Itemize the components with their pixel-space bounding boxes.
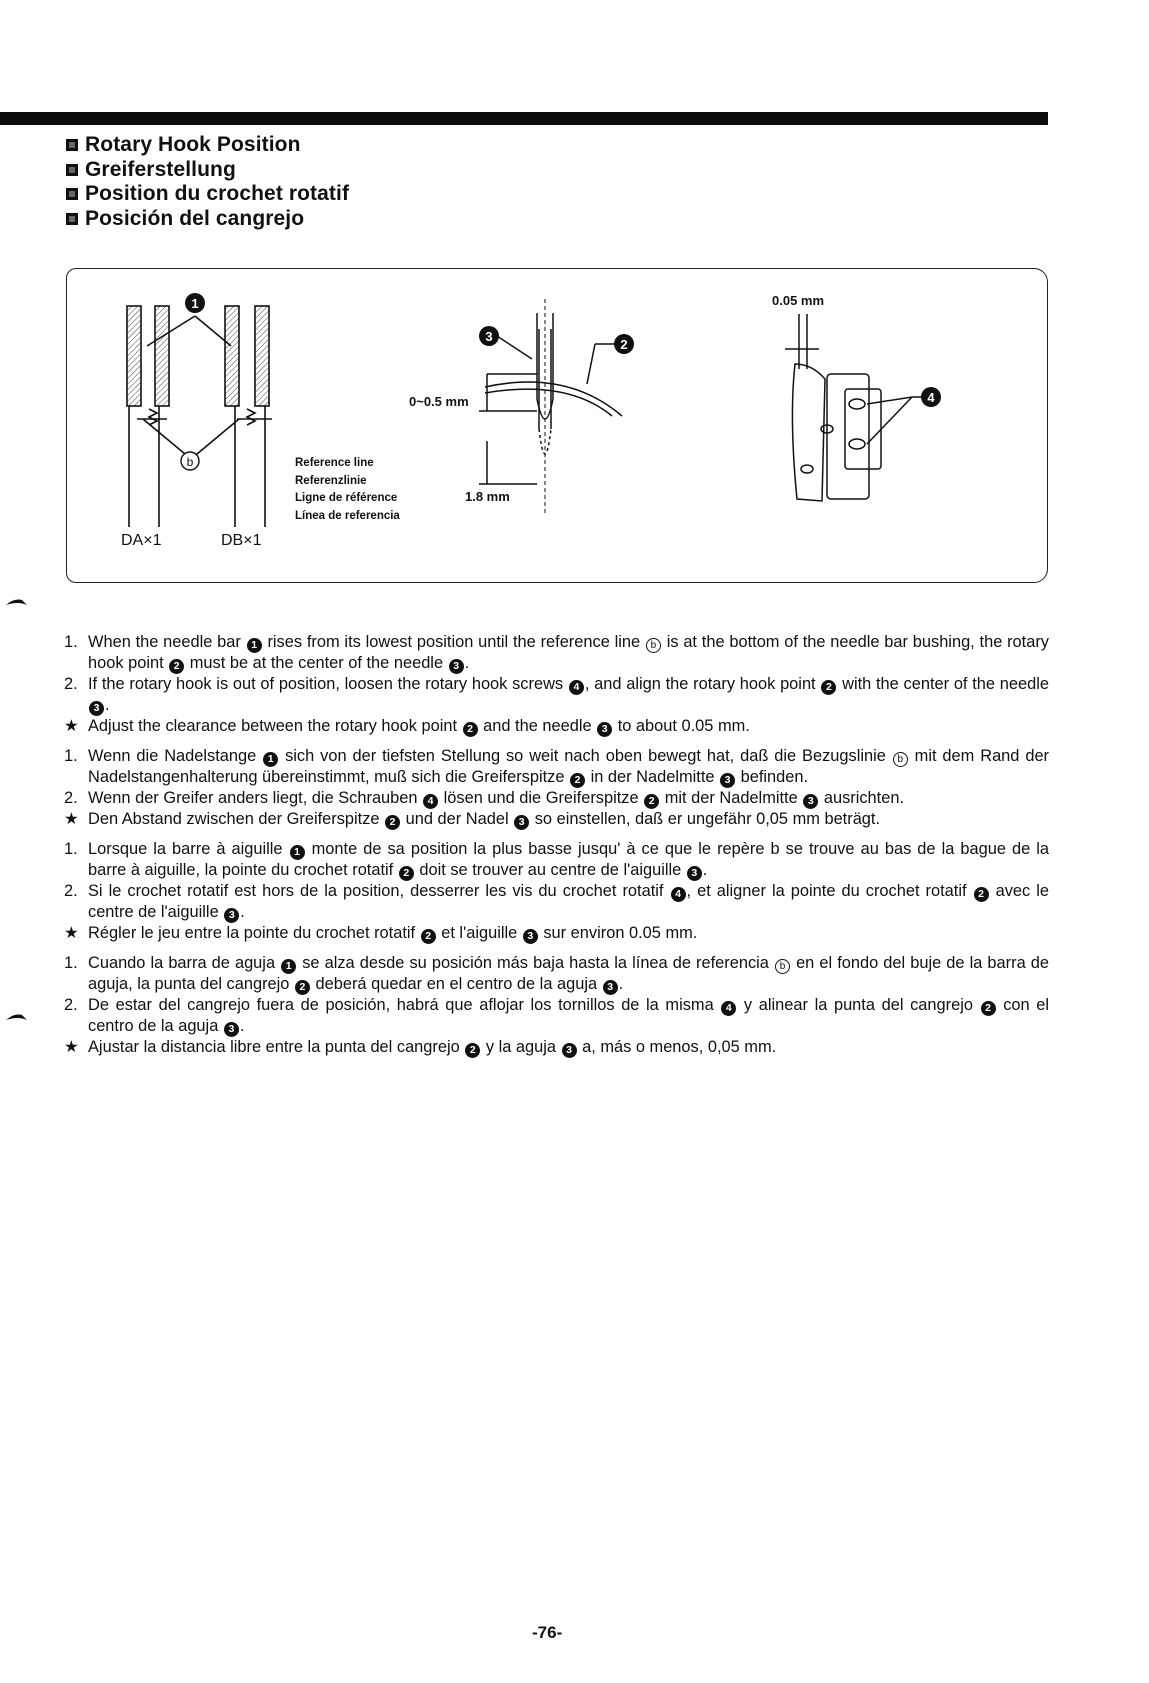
instruction-item <box>64 923 1049 944</box>
callout-number-icon: 3 <box>687 866 702 881</box>
callout-number-icon: 3 <box>603 980 618 995</box>
callout-number-icon: 2 <box>169 659 184 674</box>
callout-number-icon: 3 <box>89 701 104 716</box>
item-marker: 1. <box>64 954 78 972</box>
callout-number-icon: 4 <box>721 1001 736 1016</box>
item-marker: 1. <box>64 747 78 765</box>
callout-number-icon: 3 <box>224 1022 239 1037</box>
needle-bar-drawing <box>127 306 272 527</box>
item-marker: 2. <box>64 789 78 807</box>
hook-assembly-drawing <box>785 314 922 501</box>
svg-text:4: 4 <box>927 390 935 405</box>
callout-number-icon: 1 <box>290 845 305 860</box>
svg-text:1: 1 <box>191 296 199 311</box>
reference-line-labels: Reference line Referenzlinie Ligne de référence Línea de referencia <box>295 457 400 522</box>
item-text: Wenn der Greifer anders liegt, die Schrauben 4 lösen und die Greiferspitze 2 mit der Nadelmitte 3 ausrichten. <box>88 789 905 807</box>
top-rule <box>0 112 1048 125</box>
margin-mark-icon <box>6 1013 28 1021</box>
callout-letter-icon: b <box>893 752 908 767</box>
item-text: Lorsque la barre à aiguille 1 monte de sa position la plus basse jusqu' à ce que le repère b se trouve au bas de la bague de la barre à aiguille, la pointe du crochet rotatif 2 doit se trouver au centre de l'aiguille 3 . <box>88 840 1050 879</box>
instructions-french <box>64 839 1049 944</box>
item-marker: ★ <box>64 924 79 942</box>
instruction-item <box>64 809 1049 830</box>
callout-number-icon: 2 <box>465 1043 480 1058</box>
item-text: If the rotary hook is out of position, loosen the rotary hook screws 4 , and align the rotary hook point 2 with the center of the needle 3 . <box>88 675 1049 714</box>
callout-number-icon: 2 <box>295 980 310 995</box>
callout-number-icon: 3 <box>523 929 538 944</box>
square-bullet-icon <box>66 139 78 151</box>
instruction-item <box>64 746 1049 788</box>
heading-german: Greiferstellung <box>66 158 349 183</box>
item-marker: ★ <box>64 1038 79 1056</box>
dim-gap: 0.05 mm <box>772 293 825 308</box>
instruction-item <box>64 995 1049 1037</box>
instructions-spanish <box>64 953 1049 1058</box>
svg-text:2: 2 <box>620 337 628 352</box>
rotary-hook-diagram <box>67 269 1047 582</box>
instructions-english <box>64 632 1049 737</box>
callout-number-icon: 2 <box>974 887 989 902</box>
item-text: Régler le jeu entre la pointe du crochet rotatif 2 et l'aiguille 3 sur environ 0.05 mm. <box>88 924 698 942</box>
svg-text:b: b <box>186 455 194 469</box>
callout-number-icon: 3 <box>720 773 735 788</box>
diagram-frame <box>66 268 1048 583</box>
item-marker: 2. <box>64 996 78 1014</box>
callout-number-icon: 2 <box>570 773 585 788</box>
item-text: When the needle bar 1 rises from its lowest position until the reference line b is at the bottom of the needle bar bushing, the rotary hook point 2 must be at the center of the needle 3 . <box>88 633 1049 672</box>
callout-number-icon: 3 <box>562 1043 577 1058</box>
instruction-item <box>64 788 1049 809</box>
callout-number-icon: 2 <box>399 866 414 881</box>
item-marker: 1. <box>64 633 78 651</box>
callout-number-icon: 3 <box>514 815 529 830</box>
callout-number-icon: 4 <box>569 680 584 695</box>
callout-letter-icon: b <box>646 638 661 653</box>
square-bullet-icon <box>66 164 78 176</box>
heading-spanish: Posición del cangrejo <box>66 207 349 232</box>
instruction-item <box>64 716 1049 737</box>
item-text: Wenn die Nadelstange 1 sich von der tiefsten Stellung so weit nach oben bewegt hat, daß die Bezugslinie b mit dem Rand der Nadelstangenhalterung übereinstimmt, muß sich die Greiferspitze 2 in der Nadelmitte 3 befinden. <box>88 747 1050 786</box>
needle-hook-drawing <box>479 299 622 514</box>
callout-letter-icon: b <box>775 959 790 974</box>
section-headings <box>66 133 349 231</box>
item-text: De estar del cangrejo fuera de posición, habrá que aflojar los tornillos de la misma 4 y alinear la punta del cangrejo 2 con el centro de la aguja 3 . <box>88 996 1050 1035</box>
instruction-item <box>64 674 1049 716</box>
instruction-item <box>64 632 1049 674</box>
type-label-da: DA×1 <box>121 532 162 549</box>
instructions-german <box>64 746 1049 830</box>
svg-text:3: 3 <box>485 329 493 344</box>
margin-mark-icon <box>6 598 28 606</box>
callout-number-icon: 2 <box>463 722 478 737</box>
square-bullet-icon <box>66 188 78 200</box>
callout-number-icon: 2 <box>821 680 836 695</box>
instruction-item <box>64 839 1049 881</box>
callout-number-icon: 3 <box>803 794 818 809</box>
callout-number-icon: 4 <box>671 887 686 902</box>
callout-number-icon: 2 <box>385 815 400 830</box>
item-text: Si le crochet rotatif est hors de la position, desserrer les vis du crochet rotatif 4 , et aligner la pointe du crochet rotatif 2 avec le centre de l'aiguille 3 . <box>88 882 1050 921</box>
callout-number-icon: 4 <box>423 794 438 809</box>
callout-number-icon: 1 <box>263 752 278 767</box>
item-marker: 2. <box>64 882 78 900</box>
item-marker: ★ <box>64 810 79 828</box>
type-label-db: DB×1 <box>221 532 262 549</box>
page-number: -76- <box>532 1623 563 1642</box>
callout-number-icon: 3 <box>224 908 239 923</box>
callout-number-icon: 1 <box>247 638 262 653</box>
item-text: Ajustar la distancia libre entre la punta del cangrejo 2 y la aguja 3 a, más o menos, 0,05 mm. <box>88 1038 777 1056</box>
heading-french: Position du crochet rotatif <box>66 182 349 207</box>
callout-number-icon: 1 <box>281 959 296 974</box>
instruction-item <box>64 1037 1049 1058</box>
item-marker: 1. <box>64 840 78 858</box>
item-text: Adjust the clearance between the rotary hook point 2 and the needle 3 to about 0.05 mm. <box>88 717 750 735</box>
dim-length: 1.8 mm <box>465 489 510 504</box>
callout-number-icon: 2 <box>421 929 436 944</box>
callout-number-icon: 3 <box>597 722 612 737</box>
item-marker: ★ <box>64 717 79 735</box>
instruction-item <box>64 881 1049 923</box>
square-bullet-icon <box>66 213 78 225</box>
item-text: Den Abstand zwischen der Greiferspitze 2 und der Nadel 3 so einstellen, daß er ungefähr 0,05 mm beträgt. <box>88 810 881 828</box>
item-text: Cuando la barra de aguja 1 se alza desde su posición más baja hasta la línea de referencia b en el fondo del buje de la barra de aguja, la punta del cangrejo 2 deberá quedar en el centro de la aguja 3 . <box>88 954 1049 993</box>
instruction-item <box>64 953 1049 995</box>
dim-clearance: 0~0.5 mm <box>409 394 469 409</box>
instruction-sections <box>64 632 1049 1067</box>
callout-number-icon: 2 <box>644 794 659 809</box>
item-marker: 2. <box>64 675 78 693</box>
callout-number-icon: 2 <box>981 1001 996 1016</box>
callout-number-icon: 3 <box>449 659 464 674</box>
heading-english: Rotary Hook Position <box>66 133 349 158</box>
